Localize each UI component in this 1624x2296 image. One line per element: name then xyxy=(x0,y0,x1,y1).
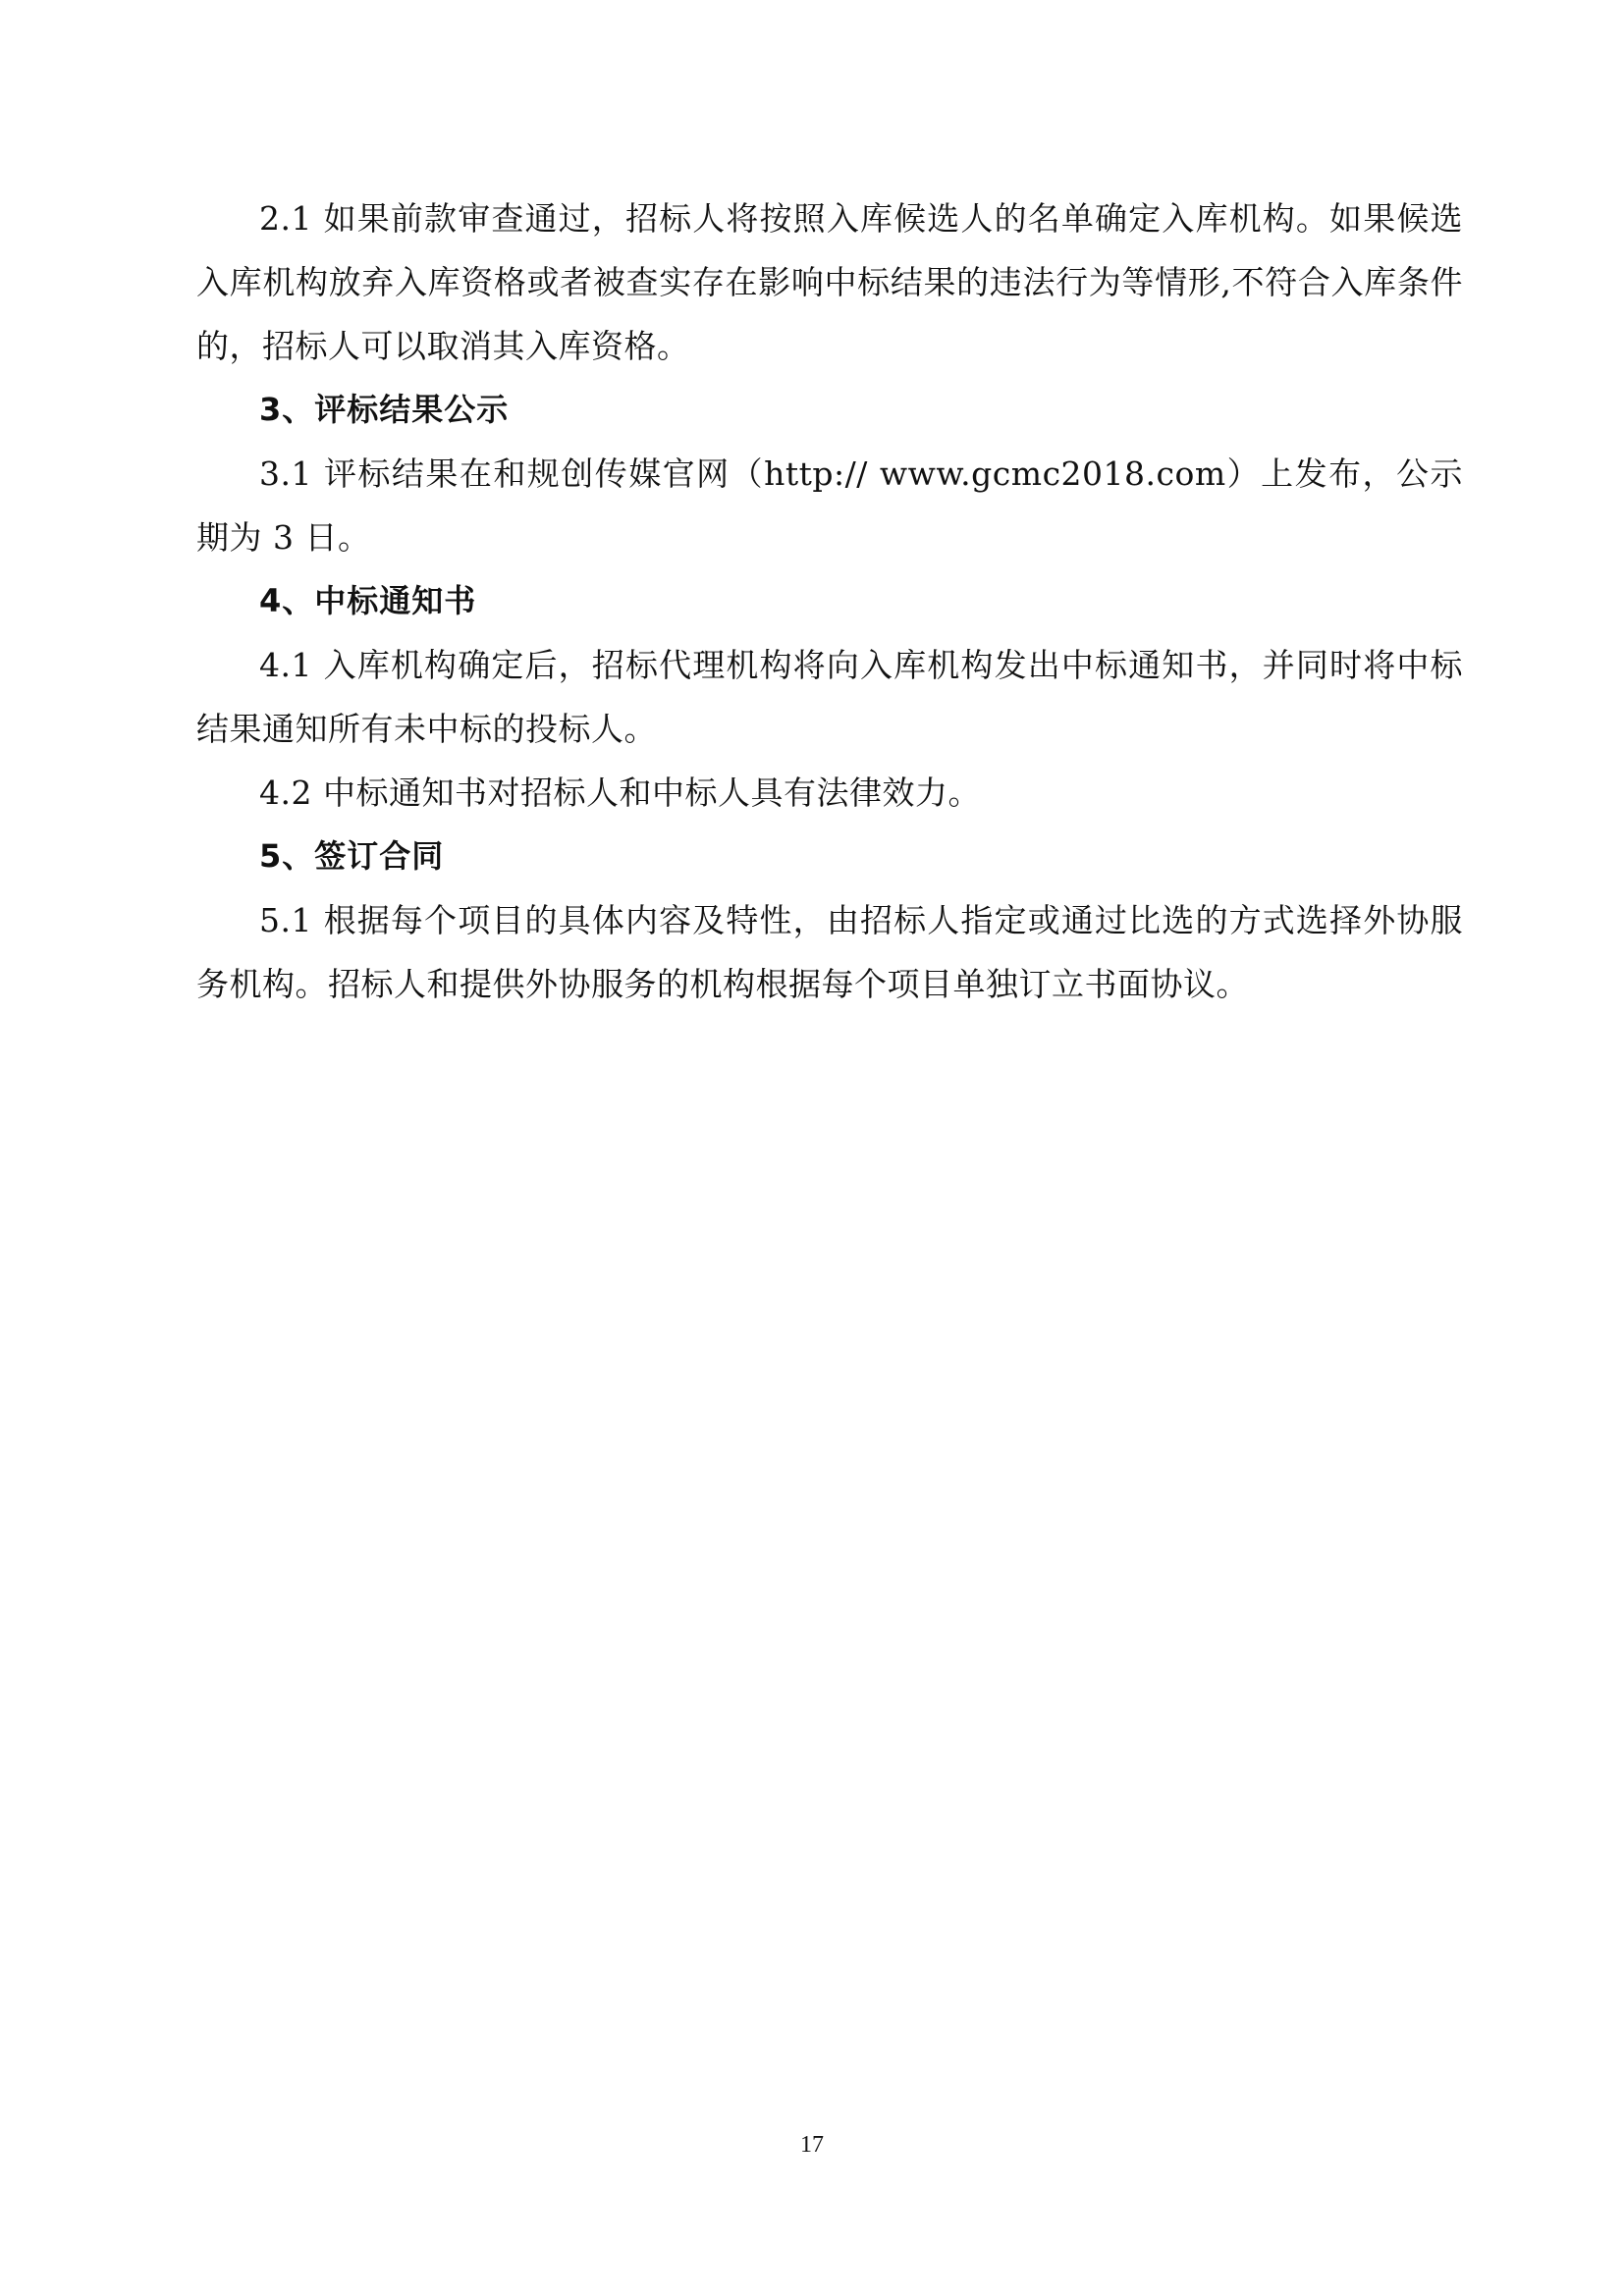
section-heading-4: 4、中标通知书 xyxy=(259,582,477,619)
paragraph-2-1: 2.1 如果前款审查通过，招标人将按照入库候选人的名单确定入库机构。如果候选入库机构放弃入库资格或者被查实存在影响中标结果的违法行为等情形,不符合入库条件的，招标人可以取消其入库资格。 xyxy=(196,199,1463,365)
paragraph-3-1: 3.1 评标结果在和规创传媒官网（http:// www.gcmc2018.com）上发布，公示期为 3 日。 xyxy=(196,454,1463,557)
section-heading-3: 3、评标结果公示 xyxy=(259,391,510,428)
section-heading-5: 5、签订合同 xyxy=(259,837,445,875)
document-body xyxy=(196,187,1463,1016)
paragraph-4-2: 4.2 中标通知书对招标人和中标人具有法律效力。 xyxy=(259,774,981,812)
paragraph-5-1: 5.1 根据每个项目的具体内容及特性，由招标人指定或通过比选的方式选择外协服务机构。招标人和提供外协服务的机构根据每个项目单独订立书面协议。 xyxy=(196,901,1463,1003)
page-number: 17 xyxy=(800,2132,824,2158)
paragraph-4-1: 4.1 入库机构确定后，招标代理机构将向入库机构发出中标通知书，并同时将中标结果通知所有未中标的投标人。 xyxy=(196,646,1463,748)
